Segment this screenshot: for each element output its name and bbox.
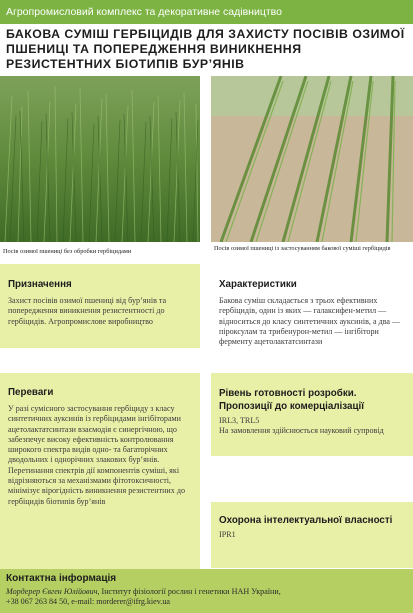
- readiness-panel: [211, 373, 413, 456]
- contact-heading: Контактна інформація: [6, 573, 117, 584]
- category-label: Агропромисловий комплекс та декоративне садівництво: [6, 6, 282, 18]
- readiness-offer: На замовлення здійснюється науковий супровід: [219, 426, 384, 436]
- ip-heading: Охорона інтелектуальної власності: [219, 515, 393, 526]
- ip-text: IPR1: [219, 530, 236, 539]
- wheat-rows-image: [211, 76, 413, 242]
- photo-caption-right: Посів озимої пшениці із застосуванням бакової суміші гербіцидів: [214, 245, 391, 252]
- photo-untreated-field: [0, 76, 200, 242]
- category-banner: [0, 0, 413, 24]
- characteristics-text: Бакова суміш складається з трьох ефективних гербіцидів, один із яких — галаксифен-метил — відноситься до класу синтетичних ауксинів, а два — піроксулам та трибенурон-метил — інгібітори ферменту ацетолактатсинтази: [219, 296, 401, 347]
- advantages-text: У разі сумісного застосування гербіциду з класу синтетичних ауксинів із гербіцидами інгібіторами ацетолактатсинтази взаємодія є синергічною, що забезпечує високу ефективність контролювання широкого спектра видів одно- та багаторічних дводольних і однорічних злакових бур’янів. Перетинання спектрів дії компонентів суміші, які відрізняються за механізмами фітотоксичності, мінімізує вірогідність виникнення резистентних до гербіцидів біотипів бур’янів: [8, 404, 186, 506]
- contact-phone-email: +38 067 263 84 50, e-mail: morderer@ifrg.kiev.ua: [6, 597, 170, 606]
- page-title: БАКОВА СУМІШ ГЕРБІЦИДІВ ДЛЯ ЗАХИСТУ ПОСІВІВ ОЗИМОЇ ПШЕНИЦІ ТА ПОПЕРЕДЖЕННЯ ВИНИКНЕННЯ РЕЗИСТЕНТНИХ БІОТИПІВ БУР’ЯНІВ: [6, 27, 405, 71]
- purpose-heading: Призначення: [8, 279, 72, 290]
- contact-details: [6, 587, 411, 607]
- readiness-text: [219, 416, 409, 437]
- characteristics-heading: Характеристики: [219, 279, 297, 290]
- photo-caption-left: Посів озимої пшениці без обробки гербіцидами: [3, 248, 132, 255]
- wheat-field-dense-image: [0, 76, 200, 242]
- advantages-heading: Переваги: [8, 387, 54, 398]
- purpose-text: Захист посівів озимої пшениці від бур’янів та попередження виникнення резистентності до гербіцидів. Агропромислове виробництво: [8, 296, 167, 326]
- photo-treated-field: [211, 76, 413, 242]
- contact-person: Мордерер Євген Юлійович: [6, 587, 98, 596]
- contact-organization: , Інститут фізіології рослин і генетики НАН України,: [97, 587, 281, 596]
- readiness-heading: Рівень готовності розробки. Пропозиції до комерціалізації: [219, 388, 364, 412]
- readiness-level: IRL3, TRL5: [219, 416, 260, 425]
